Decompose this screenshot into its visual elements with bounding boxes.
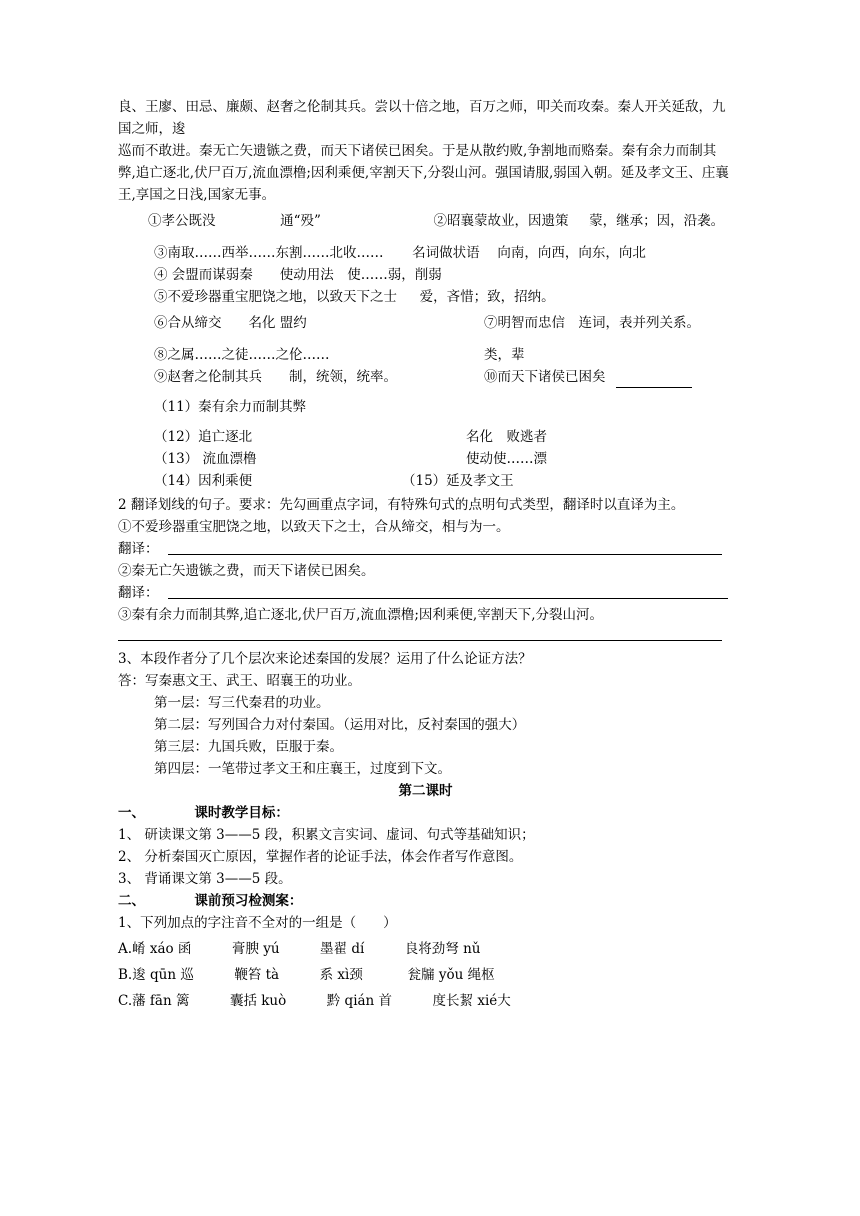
q2-sentence-3: ③秦有余力而制其弊,追亡逐北,伏尸百万,流血漂橹;因利乘便,宰割天下,分裂山河。 [118,607,604,623]
note-8-term: ⑧之属……之徒……之伦…… [154,347,330,363]
translate-label: 翻译： [118,585,159,601]
note-9-10 [118,366,733,388]
q3-level-2: 第二层：写列国合力对付秦国。（运用对比，反衬秦国的强大） [154,717,526,733]
q2-translate-row-1 [118,538,733,560]
section-2-number: 二、 [118,893,145,909]
quiz-option-c: C.藩 fān 篱 囊括 kuò 黔 qián 首 度长絜 xié大 [118,993,511,1009]
quiz-question-1: 1、下列加点的字注音不全对的一组是（ ） [118,915,397,931]
note-1-term: ①孝公既没 [148,213,216,229]
note-1-2 [118,210,733,232]
section-1-title: 课时教学目标： [194,805,289,821]
passage-paragraph-3: 弊,追亡逐北,伏尸百万,流血漂橹;因利乘便,宰割天下,分裂山河。强国请服,弱国入朝。延及孝文王、庄襄王,享国之日浅,国家无事。 [118,165,729,203]
note-13-gloss: 使动使……漂 [466,451,547,467]
document-page [118,96,733,1012]
section-1-number: 一、 [118,805,145,821]
section-1-heading [118,802,733,824]
note-13-term: （13） 流血漂橹 [154,451,257,467]
note-8 [118,344,733,366]
passage-paragraph-1: 良、王廖、田忌、廉颇、赵奢之伦制其兵。尝以十倍之地，百万之师，叩关而攻秦。秦人开关延敌，九国之师，逡 [118,99,726,137]
q3-answer: 答：写秦惠文王、武王、昭襄王的功业。 [118,673,361,689]
section-2-title: 课前预习检测案： [194,893,303,909]
note-5-gloss: 爱，吝惜；致，招纳。 [419,289,555,305]
translate-line-2[interactable] [168,598,728,599]
goal-2: 2、 分析秦国灭亡原因，掌握作者的论证手法，体会作者写作意图。 [118,849,523,865]
note-7: ⑦明智而忠信 连词，表并列关系。 [484,315,700,331]
passage-paragraph-2: 巡而不敢进。秦无亡矢遗镞之费，而天下诸侯已困矣。于是从散约败,争割地而赂秦。秦有余力而制其 [118,143,717,159]
note-4: ④ 会盟而谋弱秦 使动用法 使……弱，削弱 [154,267,442,283]
note-11: （11）秦有余力而制其弊 [154,399,307,415]
translate-label: 翻译： [118,541,159,557]
note-3-gloss: 名词做状语 向南，向西，向东，向北 [412,245,646,261]
q3-level-1: 第一层：写三代秦君的功业。 [154,695,330,711]
translate-line-1[interactable] [168,554,722,555]
q3-level-4: 第四层：一笔带过孝文王和庄襄王，过度到下文。 [154,761,451,777]
quiz-option-a: A.崤 xáo 函 膏腴 yú 墨翟 dí 良将劲弩 nǔ [118,941,481,957]
goal-3: 3、 背诵课文第 3——5 段。 [118,871,292,887]
note-12-gloss: 名化 败逃者 [466,429,547,445]
q2-sentence-2: ②秦无亡矢遗镞之费，而天下诸侯已困矣。 [118,563,375,579]
note-10: ⑩而天下诸侯已困矣 [484,369,606,385]
goal-1: 1、 研读课文第 3——5 段，积累文言实词、虚词、句式等基础知识； [118,827,535,843]
note-5 [118,286,733,308]
note-14-15 [118,470,733,492]
note-14: （14）因利乘便 [154,473,253,489]
lesson-2-title: 第二课时 [398,783,453,799]
q3-question: 3、本段作者分了几个层次来论述秦国的发展？运用了什么论证方法？ [118,651,532,667]
q3-level-3: 第三层：九国兵败，臣服于秦。 [154,739,343,755]
note-6-7 [118,312,733,334]
note-9: ⑨赵奢之伦制其兵 制，统领，统率。 [154,369,397,385]
q2-translate-row-3 [118,626,733,648]
note-12 [118,426,733,448]
note-12-term: （12）追亡逐北 [154,429,253,445]
note-2-term: ②昭襄蒙故业，因遗策 [433,213,569,229]
note-8-gloss: 类，辈 [484,347,525,363]
note-13 [118,448,733,470]
note-6: ⑥合从缔交 名化 盟约 [154,315,307,331]
note-1-gloss: 通“殁” [280,213,321,229]
note-2-gloss: 蒙，继承；因，沿袭。 [589,213,725,229]
note-5-term: ⑤不爱珍器重宝肥饶之地，以致天下之士 [154,289,397,305]
note-3-term: ③南取……西举……东割……北收…… [154,245,384,261]
translate-line-3[interactable] [118,640,722,641]
note-15: （15）延及孝文王 [402,473,514,489]
q2-sentence-1: ①不爱珍器重宝肥饶之地，以致天下之士，合从缔交，相与为一。 [118,519,510,535]
q2-translate-row-2 [118,582,733,604]
quiz-option-b: B.逡 qūn 巡 鞭笞 tà 系 xì颈 瓮牖 yǒu 绳枢 [118,967,495,983]
q2-heading: 2 翻译划线的句子。要求：先勾画重点字词，有特殊句式的点明句式类型，翻译时以直译为主。 [118,497,685,513]
note-10-answer-blank[interactable] [616,373,692,388]
note-3 [118,242,733,264]
section-2-heading [118,890,733,912]
